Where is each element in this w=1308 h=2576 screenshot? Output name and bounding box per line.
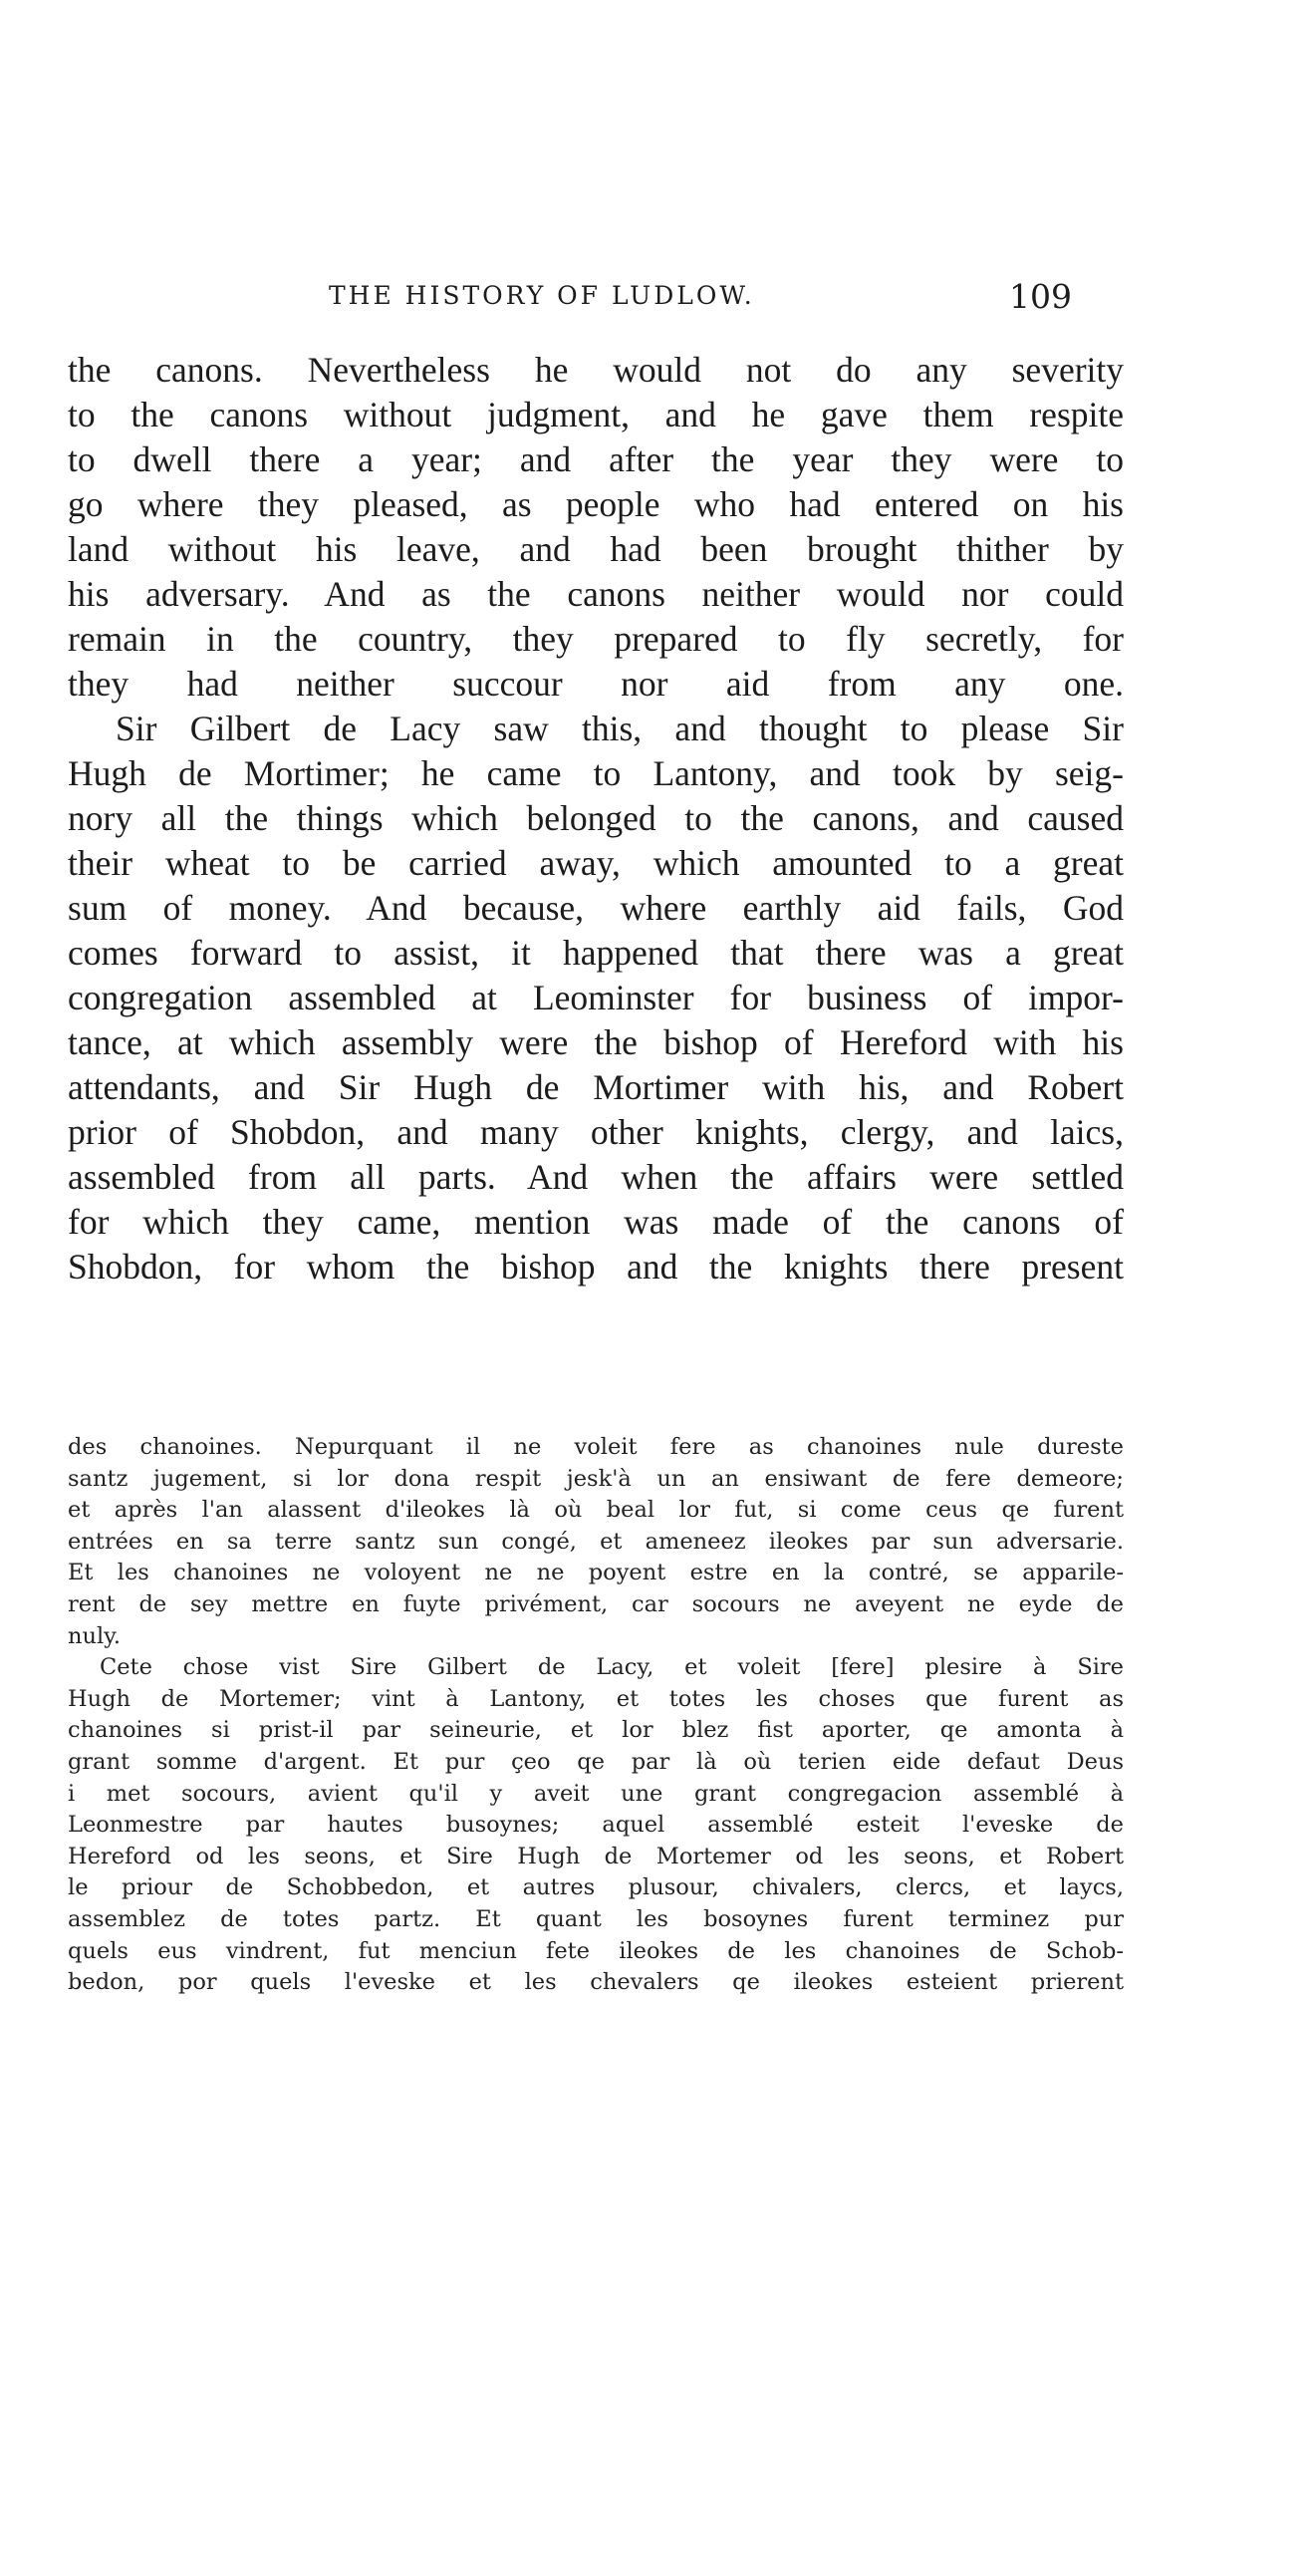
text-line: to the canons without judgment, and he gave them respite — [68, 395, 1124, 434]
text-line: entrées en sa terre santz sun congé, et ameneez ileokes par sun adversarie. — [68, 1528, 1124, 1555]
text-line: go where they pleased, as people who had entered on his — [68, 484, 1124, 524]
text-line: prior of Shobdon, and many other knights, clergy, and laics, — [68, 1112, 1124, 1152]
text-line: Sir Gilbert de Lacy saw this, and thought to please Sir — [116, 709, 1124, 748]
english-paragraph-2 — [68, 707, 1124, 1289]
text-line: santz jugement, si lor dona respit jesk'à un an ensiwant de fere demeore; — [68, 1465, 1124, 1492]
french-original — [68, 1432, 1124, 1999]
text-line: congregation assembled at Leominster for business of impor- — [68, 978, 1124, 1017]
text-line: for which they came, mention was made of the canons of — [68, 1202, 1124, 1242]
text-line: their wheat to be carried away, which amounted to a great — [68, 843, 1124, 883]
text-line: quels eus vindrent, fut menciun fete ileokes de les chanoines de Schob- — [68, 1937, 1124, 1964]
text-line: land without his leave, and had been brought thither by — [68, 529, 1124, 569]
text-line: le priour de Schobbedon, et autres plusour, chivalers, clercs, et laycs, — [68, 1874, 1124, 1901]
page-number: 109 — [1009, 277, 1072, 316]
text-line: Leonmestre par hautes busoynes; aquel assemblé esteit l'eveske de — [68, 1812, 1124, 1839]
text-line: nory all the things which belonged to the canons, and caused — [68, 798, 1124, 838]
running-title: THE HISTORY OF LUDLOW. — [329, 281, 755, 310]
text-line: rent de sey mettre en fuyte privément, car socours ne aveyent ne eyde de — [68, 1590, 1124, 1617]
text-line: assembled from all parts. And when the affairs were settled — [68, 1157, 1124, 1197]
text-line: i met socours, avient qu'il y aveit une grant congregacion assemblé à — [68, 1780, 1124, 1807]
text-line: des chanoines. Nepurquant il ne voleit fere as chanoines nule dureste — [68, 1434, 1124, 1460]
text-line: they had neither succour nor aid from any one. — [68, 664, 1124, 704]
english-translation — [68, 348, 1124, 1289]
text-line: attendants, and Sir Hugh de Mortimer with his, and Robert — [68, 1067, 1124, 1107]
text-line: Hugh de Mortemer; vint à Lantony, et totes les choses que furent as — [68, 1685, 1124, 1712]
text-line: assemblez de totes partz. Et quant les bosoynes furent terminez pur — [68, 1905, 1124, 1932]
text-line: remain in the country, they prepared to fly secretly, for — [68, 619, 1124, 659]
text-line: et après l'an alassent d'ileokes là où beal lor fut, si come ceus qe furent — [68, 1497, 1124, 1524]
text-line: Shobdon, for whom the bishop and the knights there present — [68, 1247, 1124, 1287]
french-paragraph-2 — [68, 1652, 1124, 1999]
text-line: Et les chanoines ne voloyent ne ne poyent estre en la contré, se apparile- — [68, 1560, 1124, 1586]
text-line: Hugh de Mortimer; he came to Lantony, and took by seig- — [68, 753, 1124, 793]
text-line: to dwell there a year; and after the year they were to — [68, 439, 1124, 479]
text-line: nuly. — [68, 1622, 122, 1649]
text-line: Hereford od les seons, et Sire Hugh de Mortemer od les seons, et Robert — [68, 1843, 1124, 1869]
french-paragraph-1 — [68, 1432, 1124, 1652]
running-head — [329, 277, 1086, 317]
text-line: tance, at which assembly were the bishop of Hereford with his — [68, 1022, 1124, 1062]
text-line: grant somme d'argent. Et pur çeo qe par là où terien eide defaut Deus — [68, 1748, 1124, 1775]
english-paragraph-1 — [68, 348, 1124, 707]
text-line: Cete chose vist Sire Gilbert de Lacy, et voleit [fere] plesire à Sire — [100, 1654, 1124, 1681]
text-line: chanoines si prist-il par seineurie, et lor blez fist aporter, qe amonta à — [68, 1717, 1124, 1744]
text-line: the canons. Nevertheless he would not do any severity — [68, 350, 1124, 390]
text-line: bedon, por quels l'eveske et les chevalers qe ileokes esteient prierent — [68, 1969, 1124, 1996]
text-line: his adversary. And as the canons neither would nor could — [68, 574, 1124, 614]
text-line: comes forward to assist, it happened that there was a great — [68, 933, 1124, 973]
text-line: sum of money. And because, where earthly aid fails, God — [68, 888, 1124, 928]
